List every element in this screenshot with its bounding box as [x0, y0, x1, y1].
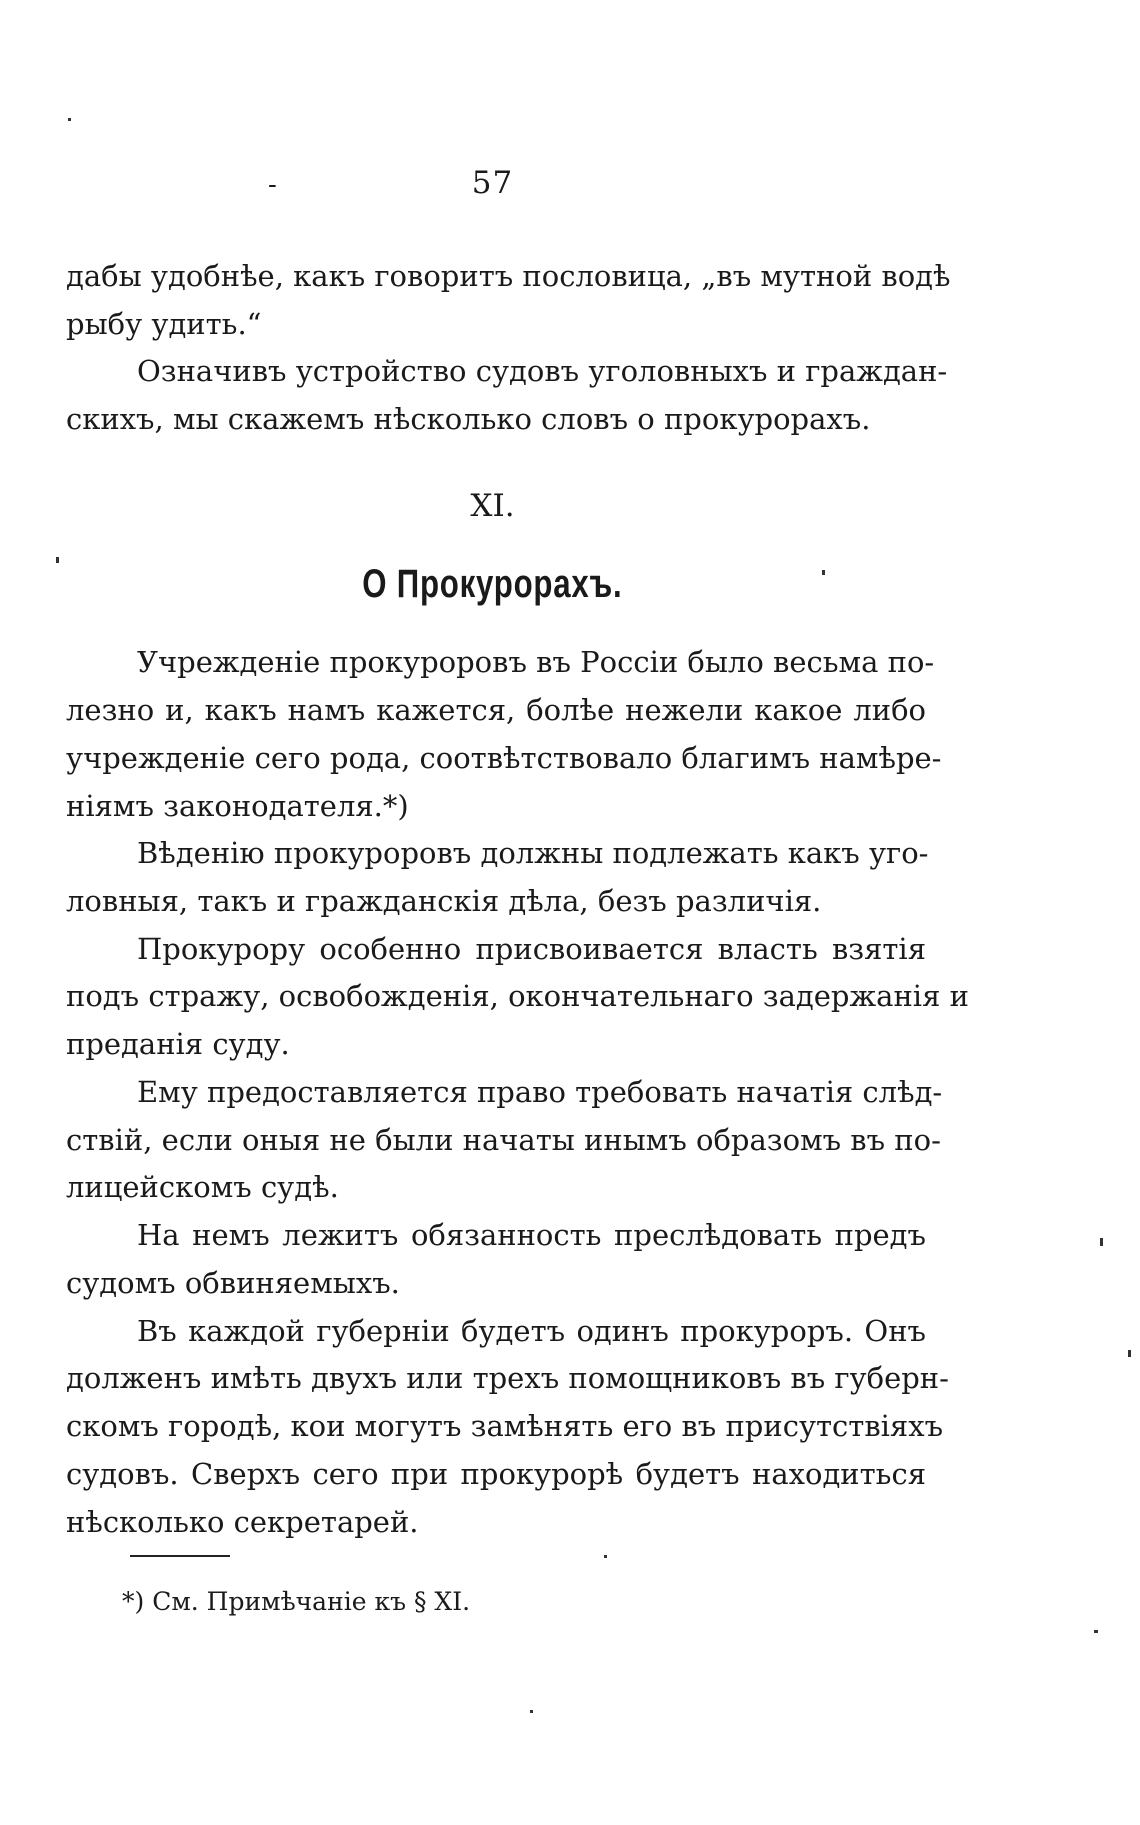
text-line: дабы удобнѣе, какъ говоритъ пословица, „въ мутной водѣ — [66, 259, 951, 293]
text-line: учрежденіе сего рода, соотвѣтствовало благимъ намѣре- — [66, 741, 942, 775]
page-dash: - — [268, 170, 277, 200]
footnote-rule — [130, 1555, 230, 1557]
scan-speck — [822, 570, 825, 575]
text-line: ствій, если оныя не были начаты инымъ образомъ въ по- — [66, 1123, 941, 1157]
text-line: судовъ. Сверхъ сего при прокурорѣ будетъ находиться — [66, 1457, 926, 1491]
text-line: лицейскомъ судѣ. — [66, 1170, 339, 1204]
scan-speck — [530, 1710, 533, 1713]
page-number: 57 — [471, 165, 514, 201]
text-line: нѣсколько секретарей. — [66, 1505, 419, 1539]
text-line: Учрежденіе прокуроровъ въ Россіи было весьма по- — [137, 645, 935, 679]
text-line: долженъ имѣть двухъ или трехъ помощниковъ въ губерн- — [66, 1361, 949, 1395]
scan-speck — [604, 1555, 607, 1558]
text-line: лезно и, какъ намъ кажется, болѣе нежели какое либо — [66, 693, 926, 727]
text-line: скомъ городѣ, кои могутъ замѣнять его въ присутствіяхъ — [66, 1409, 944, 1443]
section-title: О Прокурорахъ. — [362, 562, 623, 606]
text-line: судомъ обвиняемыхъ. — [66, 1266, 400, 1300]
text-line: Прокурору особенно присвоивается власть взятія — [137, 932, 926, 966]
scan-speck — [56, 557, 59, 563]
scan-speck — [1100, 1238, 1103, 1246]
text-line: подъ стражу, освобожденія, окончательнаго задержанія и — [66, 979, 969, 1013]
text-line: На немъ лежитъ обязанность преслѣдовать предъ — [137, 1218, 926, 1252]
text-line: рыбу удить.“ — [66, 307, 262, 341]
scan-speck — [1094, 1630, 1098, 1633]
text-line: ніямъ законодателя.*) — [66, 789, 409, 823]
text-line: Означивъ устройство судовъ уголовныхъ и граждан- — [137, 354, 948, 388]
text-line: скихъ, мы скажемъ нѣсколько словъ о прокурорахъ. — [66, 402, 871, 436]
footnote: *) См. Примѣчаніе къ § XI. — [122, 1587, 471, 1616]
text-line: Вѣденію прокуроровъ должны подлежать какъ уго- — [137, 836, 929, 870]
scan-speck — [68, 118, 71, 121]
text-line: Въ каждой губерніи будетъ одинъ прокуроръ. Онъ — [137, 1314, 926, 1348]
scan-speck — [1128, 1350, 1131, 1357]
text-line: Ему предоставляется право требовать начатія слѣд- — [137, 1075, 943, 1109]
section-numeral: XI. — [470, 488, 515, 524]
text-line: преданія суду. — [66, 1027, 290, 1061]
text-line: ловныя, такъ и гражданскія дѣла, безъ различія. — [66, 884, 822, 918]
